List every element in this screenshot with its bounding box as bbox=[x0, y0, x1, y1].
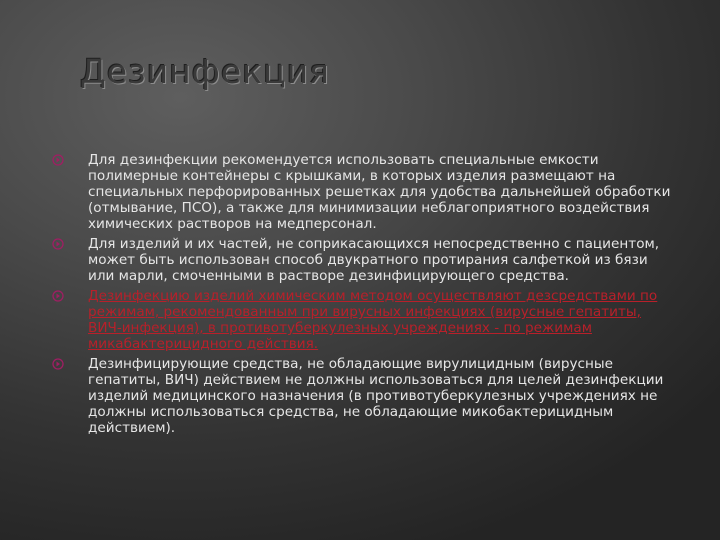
bullet-item-text: Дезинфицирующие средства, не обладающие вирулицидным (вирусные гепатиты, ВИЧ) действием не должны использоваться для целей дезинфекции изделий медицинского назначения (в противотуберкулезных учреждениях не должны использоваться средства, не обладающие микобактерицидным действием). bbox=[88, 356, 664, 436]
circle-arrow-right-icon bbox=[52, 238, 64, 250]
circle-arrow-right-icon bbox=[52, 358, 64, 370]
bullet-item-text: Для дезинфекции рекомендуется использовать специальные емкости полимерные контейнеры с крышками, в которых изделия размещают на специальных перфорированных решетках для удобства дальнейшей обработки (отмывание, ПСО), а также для минимизации неблагоприятного воздействия химических растворов на медперсонал. bbox=[88, 152, 671, 232]
slide-title: Дезинфекция bbox=[80, 52, 330, 91]
bullet-item-text: Дезинфекцию изделий химическим методом осуществляют дезсредствами по режимам, рекомендованным при вирусных инфекциях (вирусные гепатиты, ВИЧ-инфекция), в противотуберкулезных учреждениях - по режимам микабактерицидного действия. bbox=[88, 288, 658, 352]
circle-arrow-right-icon bbox=[52, 290, 64, 302]
bullet-item-4 bbox=[52, 356, 674, 436]
bullet-item-text: Для изделий и их частей, не соприкасающихся непосредственно с пациентом, может быть использован способ двукратного протирания салфеткой из бязи или марли, смоченными в растворе дезинфицирующего средства. bbox=[88, 236, 660, 284]
bullet-item-3 bbox=[52, 288, 674, 352]
bullet-item-2 bbox=[52, 236, 674, 284]
slide-body bbox=[52, 152, 674, 436]
bullet-item-1 bbox=[52, 152, 674, 232]
circle-arrow-right-icon bbox=[52, 154, 64, 166]
